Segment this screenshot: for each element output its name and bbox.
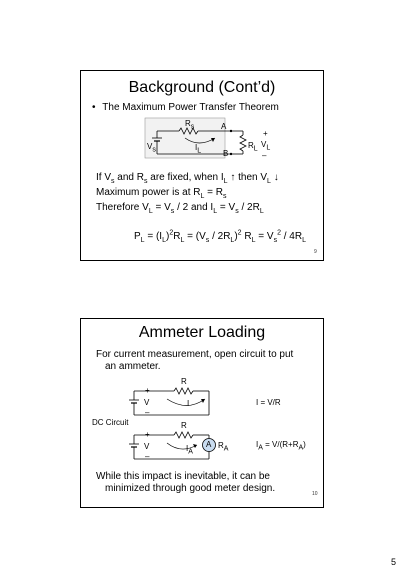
paragraph-line: minimized through good meter design. bbox=[105, 483, 276, 494]
loaded-current-equation: $I_A = V/(R+R_A)$ bbox=[256, 440, 306, 452]
page-number: 5 bbox=[391, 557, 397, 567]
current-label: I bbox=[187, 399, 190, 408]
node-a-label: A bbox=[221, 122, 227, 131]
minus-sign: – bbox=[145, 452, 150, 461]
simple-dc-circuit bbox=[121, 381, 221, 421]
rl-label: $R_L$ bbox=[248, 141, 258, 153]
bullet-dot: • bbox=[92, 102, 96, 113]
node-b-label: B bbox=[223, 149, 229, 158]
vs-label: $V_s$ bbox=[147, 142, 156, 154]
slide-number: 10 bbox=[312, 491, 318, 497]
bullet-text: The Maximum Power Transfer Theorem bbox=[102, 102, 279, 113]
arrow-head bbox=[193, 444, 197, 448]
paragraph-line: For current measurement, open circuit to put bbox=[96, 349, 294, 360]
vl-label: $V_L$ bbox=[261, 140, 271, 152]
ohms-law-equation: I = V/R bbox=[256, 398, 281, 407]
plus-sign: + bbox=[263, 129, 268, 138]
plus-sign: + bbox=[145, 386, 150, 395]
ammeter-symbol-label: A bbox=[206, 440, 212, 449]
paragraph-line: an ammeter. bbox=[105, 361, 161, 372]
slide-background-contd bbox=[80, 70, 324, 261]
voltage-label: V bbox=[144, 442, 150, 451]
slide-ammeter-loading bbox=[80, 318, 324, 508]
slide-number: 9 bbox=[314, 249, 317, 255]
plus-sign: + bbox=[145, 430, 150, 439]
voltage-label: V bbox=[144, 398, 150, 407]
ammeter-resistance-label: $R_A$ bbox=[218, 441, 229, 453]
resistor-label: R bbox=[181, 421, 187, 430]
therefore-statement: Therefore $V_L = V_s / 2$ and $I_L = V_s / 2R_L$ bbox=[96, 202, 264, 215]
resistor bbox=[174, 388, 193, 394]
ammeter-current-label: $I_A$ bbox=[186, 444, 193, 456]
current-arrow bbox=[167, 399, 205, 406]
minus-sign: – bbox=[145, 408, 150, 417]
rs-label: $R_s$ bbox=[185, 119, 195, 131]
load-resistor bbox=[240, 135, 246, 151]
slide-title: Ammeter Loading bbox=[138, 324, 266, 341]
terminal-a bbox=[230, 130, 232, 132]
resistor bbox=[174, 432, 193, 438]
fixed-source-statement: If $V_s$ and $R_s$ are fixed, when $I_L$ ↑ then $V_L$ ↓ bbox=[96, 172, 279, 185]
terminal-b bbox=[230, 153, 232, 155]
minus-sign: – bbox=[262, 151, 267, 160]
resistor-label: R bbox=[181, 377, 187, 386]
slide-title: Background (Cont’d) bbox=[128, 79, 276, 96]
max-power-condition: Maximum power is at $R_L = R_s$ bbox=[96, 187, 227, 200]
paragraph-line: While this impact is inevitable, it can be bbox=[96, 471, 270, 482]
il-label: $I_L$ bbox=[195, 143, 202, 155]
bullet-item bbox=[92, 102, 279, 114]
power-equation: $P_L = (I_L)^2R_L = (V_s / 2R_L)^2$ $R_L = V_s^2 / 4R_L$ bbox=[134, 229, 306, 244]
dc-circuit-label: DC Circuit bbox=[92, 418, 129, 427]
